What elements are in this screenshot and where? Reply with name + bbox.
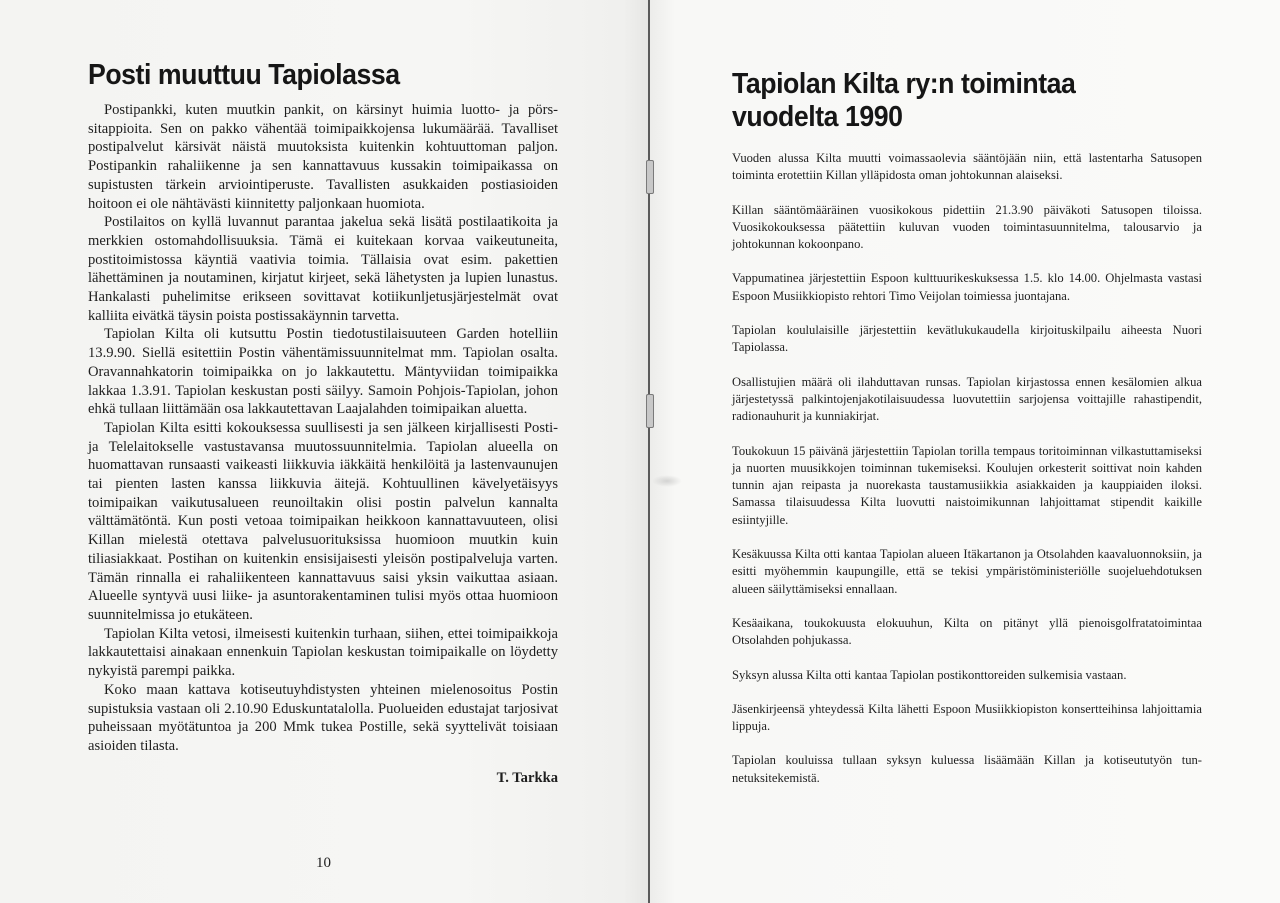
right-paragraph: Vappumatinea järjestettiin Espoon kulttuurikeskuksessa 1.5. klo 14.00. Ohjelmasta vastasi Espoon Musiikkiopisto rehtori Timo Veijolan toimiessa juontajana.	[732, 271, 1202, 303]
author-signature: T. Tarkka	[496, 770, 558, 786]
right-page	[650, 0, 1280, 903]
left-article-body	[88, 101, 558, 756]
left-paragraph: Postilaitos on kyllä luvannut parantaa jakelua sekä lisätä postilaatikoita ja merkkien ostomahdollisuuksia. Tämä ei kuitekaan korvaa vaikeutuneita, postitoimistossa käyntiä vaativia toimia. Tällaisia ovat esim. pakettien lähettäminen ja noutaminen, kirjatut kirjeet, sekä lähetysten ja lupien lunastus. Hankalasti puhelimitse erikseen sovittavat kotiikunljetusjärjestelmät ovat kalliita eivätkä täysin poista postissakäynnin tarvetta.	[88, 214, 558, 324]
right-paragraph: Killan sääntömääräinen vuosikokous pidettiin 21.3.90 päiväkoti Satusopen tiloissa. Vuosikokouksessa päätettiin kuluvan vuoden toimintasuunnitelma, talousarvio ja johtokunnan kokoonpano.	[732, 202, 1202, 252]
left-paragraph: Tapiolan Kilta vetosi, ilmeisesti kuitenkin turhaan, siihen, ettei toimipaikkoja lakkautettaisi ainakaan ennenkuin Tapiolan keskustan toimipaikalle on löydetty nykyistä parempi paikka.	[88, 625, 558, 680]
left-paragraph: Tapiolan Kilta esitti kokouksessa suullisesti ja sen jälkeen kirjallisesti Posti- ja Telelaitokselle vastustavansa muutossuunnitelmia. Tapiolan alueella on huomattavan runsaasti vaikeasti liikkuvia iäkkäitä henkilöitä ja lastenvaunujen tai pienten lasten kanssa liikkuvia äitejä. Kohtuullinen kävelyetäisyys toimipaikan vaikutusalueen reunoiltakin olisi postin palvelun kannalta välttämätöntä. Kun posti vetoaa toimipaikan heikkoon kannattavuuteen, olisi Killan mielestä otettava palvelusuorituksissa huomioon muutkin kuin tiliasiakkaat. Postihan on kuitenkin ensisijaisesti yleisön postipalveluja varten. Tämän rinnalla ei rahaliikenteen kannattavuus saisi yksin vaikuttaa asiaan. Alueelle syntyvä uusi liike- ja asuntorakentaminen tulisi myös ottaa huomioon suunnitelmissa jo etukäteen.	[88, 419, 558, 623]
left-paragraph: Postipankki, kuten muutkin pankit, on kärsinyt huimia luotto- ja pörssitappioita. Sen on pakko vähentää toimipaikkojensa lukumäärää. Tavalliset postipalvelut kärsivät näistä muutoksista kuitenkin kohtuuttoman paljon. Postipankin rahaliikenne ja sen kannattavuus kussakin toimipaikassa on supistusten tärkein arviointiperuste. Tavallisten asukkaiden postiasioiden hoitoon ei ole nähtävästi kiinnitetty paljonkaan huomiota.	[88, 102, 558, 212]
right-title-line-1: Tapiolan Kilta ry:n toimintaa	[732, 68, 1076, 100]
right-article-title	[732, 68, 1164, 134]
left-paragraph: Tapiolan Kilta oli kutsuttu Postin tiedotustilaisuuteen Garden hotelliin 13.9.90. Siellä esitettiin Postin vähentämissuunnitelmat mm. Tapiolan osalta. Oravannahkatorin toimipaikka on jo lakkautettu. Mäntyviidan toimipaikka lakkaa 1.3.91. Tapiolan keskustan posti säilyy. Samoin Pohjois-Tapiolan, johon ehkä tullaan liittämään osa lakkautettavan Laajalahden toimipaikan aluetta.	[88, 326, 558, 418]
page-fold	[648, 0, 650, 903]
right-paragraph: Kesäaikana, toukokuusta elokuuhun, Kilta on pitänyt yllä pienoisgolfratatoimintaa Otsolahden pohjukassa.	[732, 615, 1202, 648]
right-article-body	[732, 150, 1202, 787]
right-paragraph: Osallistujien määrä oli ilahduttavan runsas. Tapiolan kirjastossa ennen kesälomien alkua järjestetyssä palkintojenjakotilaisuudessa luovutettiin sarjojensa voittajille rahastipendit, radionauhurit ja kunniakirjat.	[732, 374, 1202, 424]
ink-smudge	[652, 475, 682, 487]
right-paragraph: Syksyn alussa Kilta otti kantaa Tapiolan postikonttoreiden sulkemisia vastaan.	[732, 667, 1127, 682]
right-paragraph: Tapiolan koululaisille järjestettiin kevätlukukaudella kirjoituskilpailu aiheesta Nuori Tapiolassa.	[732, 323, 1202, 355]
staple	[646, 160, 654, 194]
page-number: 10	[316, 855, 331, 871]
right-title-line-2: vuodelta 1990	[732, 101, 903, 133]
right-paragraph: Jäsenkirjeensä yhteydessä Kilta lähetti Espoon Musiikkiopiston konsertteihinsa lahjoittamia lippuja.	[732, 701, 1202, 734]
right-paragraph: Toukokuun 15 päivänä järjestettiin Tapiolan torilla tempaus toritoiminnan vilkastuttamiseksi ja nuorten muusikkojen toiminnan tukemiseksi. Koulujen orkesterit soittivat noin kahden tunnin ajan reipasta ja nuorekasta taustamusiikkia asiakkaiden ja kauppiaiden iloksi. Samassa tilaisuudessa Kilta luovutti naistoimikunnan lahjoittamat stipendit kaikille esiintyjille.	[732, 443, 1202, 527]
right-paragraph: Tapiolan kouluissa tullaan syksyn kuluessa lisäämään Killan ja kotiseututyön tunnetuksitekemistä.	[732, 753, 1202, 785]
right-article	[732, 68, 1202, 804]
left-paragraph: Koko maan kattava kotiseutuyhdistysten yhteinen mielenosoitus Postin supistuksia vastaan oli 2.10.90 Eduskuntatalolla. Puolueiden edustajat tarjosivat puheissaan myötätuntoa ja 200 Mmk tukea Postille, sekä syyttelivät toisiaan asioiden tilasta.	[88, 681, 558, 754]
left-article-title: Posti muuttuu Tapiolassa	[88, 59, 400, 91]
right-paragraph: Kesäkuussa Kilta otti kantaa Tapiolan alueen Itäkartanon ja Otsolahden kaavaluonnoksiin, ja esitti myöhemmin kaupungille, että se tekisi ympäristöministeriölle suojeluehdotuksen alueen säilyttämiseksi ennallaan.	[732, 547, 1202, 596]
right-paragraph: Vuoden alussa Kilta muutti voimassaolevia sääntöjään niin, että lastentarha Satusopen toiminta erotettiin Killan ylläpidosta oman johtokunnan alaiseksi.	[732, 151, 1202, 183]
left-article	[88, 58, 558, 756]
staple	[646, 394, 654, 428]
